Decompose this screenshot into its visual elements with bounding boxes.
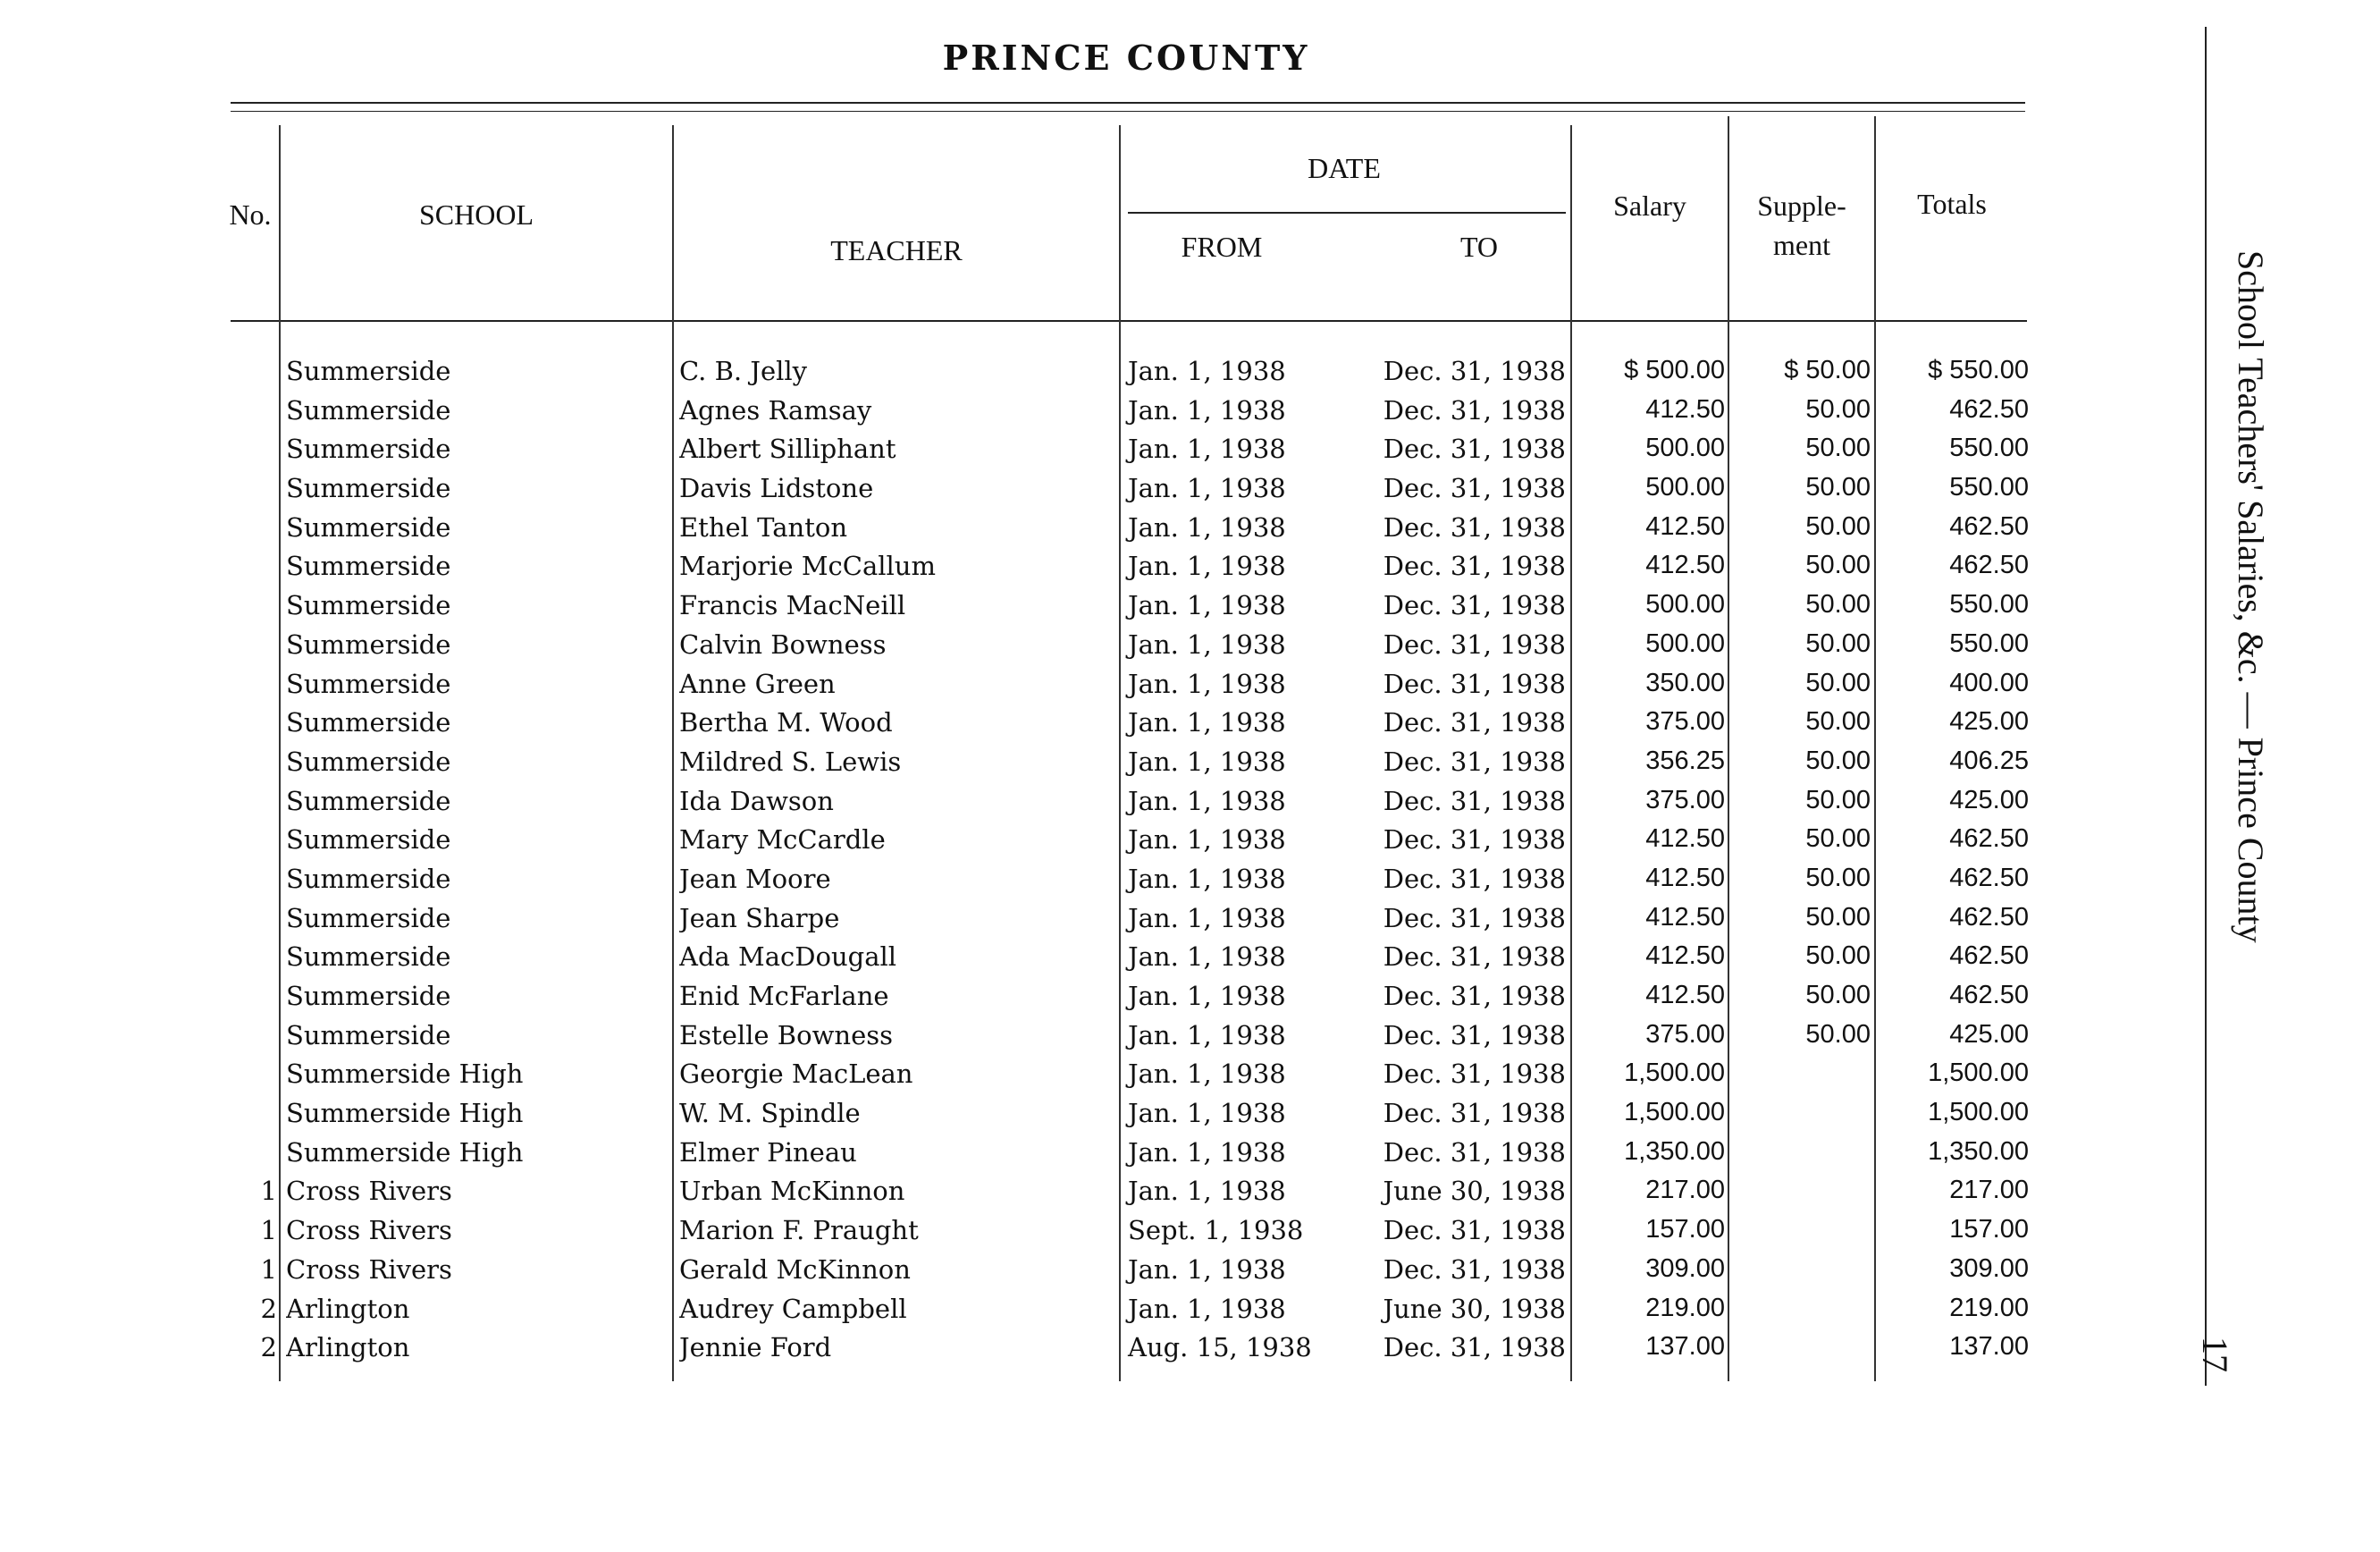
salary-cell: 412.50: [1645, 941, 1725, 971]
total-cell: 462.50: [1949, 511, 2029, 541]
date-from-cell: Jan. 1, 1938: [1128, 902, 1286, 933]
date-from-cell: Jan. 1, 1938: [1128, 590, 1286, 621]
top-rule-thin: [231, 111, 2025, 112]
supplement-cell: 50.00: [1805, 473, 1871, 502]
salary-cell: 219.00: [1645, 1293, 1725, 1322]
teacher-cell: Ida Dawson . . .: [679, 786, 1117, 816]
date-from-cell: Jan. 1, 1938: [1128, 551, 1286, 582]
teacher-cell: Marjorie McCallum . . .: [679, 551, 1117, 581]
salary-cell: 412.50: [1645, 551, 1725, 580]
date-from-cell: Jan. 1, 1938: [1128, 981, 1286, 1011]
salary-cell: 217.00: [1645, 1176, 1725, 1205]
salary-cell: 375.00: [1645, 707, 1725, 737]
date-to-cell: Dec. 31, 1938: [1383, 628, 1566, 660]
total-cell: 406.25: [1949, 746, 2029, 775]
header-to: TO: [1459, 231, 1499, 263]
date-to-cell: June 30, 1938: [1383, 1176, 1566, 1207]
header-bottom-rule: [231, 320, 2027, 322]
salary-cell: 412.50: [1645, 863, 1725, 892]
total-cell: 425.00: [1949, 707, 2029, 737]
school-cell: Summerside . . .: [286, 629, 661, 660]
header-teacher: TEACHER: [830, 234, 963, 266]
salary-cell: 1,500.00: [1624, 1059, 1725, 1088]
table-row: [0, 975, 2145, 1015]
total-cell: 1,500.00: [1928, 1098, 2029, 1127]
date-to-cell: Dec. 31, 1938: [1383, 824, 1566, 856]
date-from-cell: Jan. 1, 1938: [1128, 668, 1286, 699]
total-cell: 425.00: [1949, 1019, 2029, 1049]
supplement-cell: 50.00: [1805, 551, 1871, 580]
date-to-cell: Dec. 31, 1938: [1383, 1332, 1566, 1363]
date-to-cell: Dec. 31, 1938: [1383, 1098, 1566, 1129]
supplement-cell: 50.00: [1805, 434, 1871, 463]
date-to-cell: Dec. 31, 1938: [1383, 941, 1566, 973]
table-row: [0, 1327, 2145, 1366]
row-number: 2: [260, 1332, 277, 1363]
salary-cell: 412.50: [1645, 394, 1725, 424]
total-cell: 462.50: [1949, 941, 2029, 971]
salary-cell: 309.00: [1645, 1253, 1725, 1283]
table-row: [0, 1249, 2145, 1288]
supplement-cell: 50.00: [1805, 863, 1871, 892]
teacher-cell: Anne Green . . .: [679, 669, 1117, 699]
date-to-cell: June 30, 1938: [1383, 1293, 1566, 1324]
table-row: [0, 1132, 2145, 1171]
salary-cell: 375.00: [1645, 1019, 1725, 1049]
table-row: [0, 428, 2145, 468]
total-cell: 462.50: [1949, 394, 2029, 424]
salary-cell: 500.00: [1645, 628, 1725, 658]
salary-table-body: [0, 350, 2145, 1366]
supplement-cell: 50.00: [1805, 394, 1871, 424]
date-from-cell: Jan. 1, 1938: [1128, 1098, 1286, 1129]
salary-cell: $ 500.00: [1624, 356, 1725, 384]
school-cell: Summerside . . .: [286, 981, 661, 1011]
date-from-cell: Jan. 1, 1938: [1128, 434, 1286, 465]
teacher-cell: Mary McCardle . . .: [679, 824, 1117, 855]
date-to-cell: Dec. 31, 1938: [1383, 473, 1566, 504]
header-supplement-line1: Supple-: [1757, 190, 1846, 222]
supplement-cell: 50.00: [1805, 707, 1871, 737]
total-cell: 462.50: [1949, 981, 2029, 1009]
date-from-cell: Jan. 1, 1938: [1128, 1253, 1286, 1285]
school-cell: Summerside . . .: [286, 551, 661, 581]
date-from-cell: Jan. 1, 1938: [1128, 824, 1286, 856]
school-cell: Summerside High . . .: [286, 1137, 661, 1168]
date-from-cell: Jan. 1, 1938: [1128, 1059, 1286, 1090]
teacher-cell: Georgie MacLean . . .: [679, 1059, 1117, 1089]
date-to-cell: Dec. 31, 1938: [1383, 902, 1566, 933]
table-row: [0, 1015, 2145, 1054]
date-to-cell: Dec. 31, 1938: [1383, 1253, 1566, 1285]
teacher-cell: C. B. Jelly . . .: [679, 356, 1117, 386]
date-from-cell: Jan. 1, 1938: [1128, 1293, 1286, 1324]
table-row: [0, 780, 2145, 820]
school-cell: Summerside . . .: [286, 746, 661, 777]
teacher-cell: Davis Lidstone . . .: [679, 473, 1117, 503]
side-running-title: School Teachers' Salaries, &c. — Prince County: [2231, 250, 2271, 943]
date-to-cell: Dec. 31, 1938: [1383, 394, 1566, 426]
school-cell: Summerside . . .: [286, 512, 661, 543]
total-cell: 550.00: [1949, 590, 2029, 620]
school-cell: Summerside High . . .: [286, 1098, 661, 1128]
header-date: DATE: [1308, 152, 1381, 184]
row-number: 2: [260, 1293, 277, 1324]
table-row: [0, 858, 2145, 898]
school-cell: Summerside . . .: [286, 473, 661, 503]
row-number: 1: [260, 1253, 277, 1285]
page-title: PRINCE COUNTY: [942, 38, 1310, 78]
supplement-cell: 50.00: [1805, 941, 1871, 971]
date-to-cell: Dec. 31, 1938: [1383, 1136, 1566, 1168]
salary-cell: 412.50: [1645, 824, 1725, 854]
total-cell: 1,500.00: [1928, 1059, 2029, 1088]
table-row: [0, 936, 2145, 975]
top-rule: [231, 102, 2025, 104]
header-school: SCHOOL: [418, 198, 534, 231]
date-from-cell: Jan. 1, 1938: [1128, 473, 1286, 504]
salary-cell: 500.00: [1645, 473, 1725, 502]
row-number: 1: [260, 1215, 277, 1246]
school-cell: Summerside High . . .: [286, 1059, 661, 1089]
table-row: [0, 1170, 2145, 1210]
salary-cell: 137.00: [1645, 1332, 1725, 1362]
salary-cell: 412.50: [1645, 511, 1725, 541]
school-cell: Summerside . . .: [286, 707, 661, 738]
school-cell: Summerside . . .: [286, 356, 661, 386]
date-to-cell: Dec. 31, 1938: [1383, 356, 1566, 386]
supplement-cell: 50.00: [1805, 1019, 1871, 1049]
total-cell: $ 550.00: [1928, 356, 2029, 384]
side-rule: [2205, 27, 2207, 1386]
date-to-cell: Dec. 31, 1938: [1383, 707, 1566, 738]
date-to-cell: Dec. 31, 1938: [1383, 1019, 1566, 1050]
supplement-cell: 50.00: [1805, 511, 1871, 541]
salary-cell: 412.50: [1645, 981, 1725, 1009]
teacher-cell: Albert Silliphant . . .: [679, 434, 1117, 464]
school-cell: Summerside . . .: [286, 669, 661, 699]
total-cell: 550.00: [1949, 628, 2029, 658]
total-cell: 400.00: [1949, 668, 2029, 697]
supplement-cell: 50.00: [1805, 902, 1871, 932]
school-cell: Summerside . . .: [286, 824, 661, 855]
date-to-cell: Dec. 31, 1938: [1383, 551, 1566, 582]
table-row: [0, 350, 2145, 390]
school-cell: Cross Rivers . . .: [286, 1215, 661, 1245]
date-from-cell: Jan. 1, 1938: [1128, 1176, 1286, 1207]
table-row: [0, 545, 2145, 585]
teacher-cell: Ethel Tanton . . .: [679, 512, 1117, 543]
date-from-cell: Jan. 1, 1938: [1128, 941, 1286, 973]
school-cell: Summerside . . .: [286, 864, 661, 894]
date-from-cell: Jan. 1, 1938: [1128, 785, 1286, 816]
teacher-cell: W. M. Spindle . . .: [679, 1098, 1117, 1128]
school-cell: Summerside . . .: [286, 1020, 661, 1050]
teacher-cell: Gerald McKinnon . . .: [679, 1254, 1117, 1285]
date-to-cell: Dec. 31, 1938: [1383, 1059, 1566, 1090]
total-cell: 309.00: [1949, 1253, 2029, 1283]
table-row: [0, 390, 2145, 429]
teacher-cell: Audrey Campbell . . .: [679, 1294, 1117, 1324]
date-from-cell: Jan. 1, 1938: [1128, 1136, 1286, 1168]
total-cell: 550.00: [1949, 434, 2029, 463]
date-from-cell: Jan. 1, 1938: [1128, 356, 1286, 386]
total-cell: 462.50: [1949, 824, 2029, 854]
date-from-cell: Jan. 1, 1938: [1128, 394, 1286, 426]
date-to-cell: Dec. 31, 1938: [1383, 1215, 1566, 1246]
table-row: [0, 702, 2145, 741]
school-cell: Summerside . . .: [286, 590, 661, 620]
teacher-cell: Ada MacDougall . . .: [679, 941, 1117, 972]
teacher-cell: Bertha M. Wood . . .: [679, 707, 1117, 738]
total-cell: 219.00: [1949, 1293, 2029, 1322]
table-row: [0, 663, 2145, 703]
school-cell: Summerside . . .: [286, 434, 661, 464]
date-from-cell: Jan. 1, 1938: [1128, 746, 1286, 777]
date-from-cell: Jan. 1, 1938: [1128, 511, 1286, 543]
table-row: [0, 468, 2145, 507]
date-to-cell: Dec. 31, 1938: [1383, 785, 1566, 816]
date-from-cell: Jan. 1, 1938: [1128, 628, 1286, 660]
school-cell: Summerside . . .: [286, 786, 661, 816]
row-number: 1: [260, 1176, 277, 1207]
teacher-cell: Francis MacNeill . . .: [679, 590, 1117, 620]
salary-cell: 500.00: [1645, 434, 1725, 463]
teacher-cell: Jean Moore . . .: [679, 864, 1117, 894]
school-cell: Arlington . . .: [286, 1332, 661, 1362]
table-row: [0, 741, 2145, 780]
table-row: [0, 585, 2145, 624]
school-cell: Summerside . . .: [286, 941, 661, 972]
date-from-cell: Jan. 1, 1938: [1128, 1019, 1286, 1050]
school-cell: Summerside . . .: [286, 395, 661, 426]
salary-cell: 350.00: [1645, 668, 1725, 697]
supplement-cell: 50.00: [1805, 628, 1871, 658]
teacher-cell: Elmer Pineau . . .: [679, 1137, 1117, 1168]
total-cell: 462.50: [1949, 902, 2029, 932]
salary-cell: 356.25: [1645, 746, 1725, 775]
teacher-cell: Calvin Bowness . . .: [679, 629, 1117, 660]
teacher-cell: Jennie Ford . . .: [679, 1332, 1117, 1362]
salary-cell: 1,350.00: [1624, 1136, 1725, 1166]
supplement-cell: 50.00: [1805, 981, 1871, 1009]
total-cell: 217.00: [1949, 1176, 2029, 1205]
date-to-cell: Dec. 31, 1938: [1383, 668, 1566, 699]
school-cell: Summerside . . .: [286, 903, 661, 933]
teacher-cell: Agnes Ramsay . . .: [679, 395, 1117, 426]
supplement-cell: 50.00: [1805, 668, 1871, 697]
header-from: FROM: [1181, 231, 1263, 263]
date-to-cell: Dec. 31, 1938: [1383, 981, 1566, 1011]
date-to-cell: Dec. 31, 1938: [1383, 434, 1566, 465]
supplement-cell: $ 50.00: [1784, 356, 1871, 384]
table-row: [0, 624, 2145, 663]
date-from-cell: Jan. 1, 1938: [1128, 863, 1286, 894]
supplement-cell: 50.00: [1805, 785, 1871, 814]
table-row: [0, 898, 2145, 937]
supplement-cell: 50.00: [1805, 824, 1871, 854]
date-to-cell: Dec. 31, 1938: [1383, 746, 1566, 777]
teacher-cell: Marion F. Praught . . .: [679, 1215, 1117, 1245]
salary-cell: 1,500.00: [1624, 1098, 1725, 1127]
date-from-cell: Aug. 15, 1938: [1128, 1332, 1312, 1363]
header-salary: Salary: [1613, 190, 1686, 222]
header-totals: Totals: [1917, 188, 1987, 220]
teacher-cell: Jean Sharpe . . .: [679, 903, 1117, 933]
teacher-cell: Enid McFarlane . . .: [679, 981, 1117, 1011]
salary-cell: 412.50: [1645, 902, 1725, 932]
date-to-cell: Dec. 31, 1938: [1383, 511, 1566, 543]
teacher-cell: Mildred S. Lewis . . .: [679, 746, 1117, 777]
total-cell: 462.50: [1949, 551, 2029, 580]
school-cell: Cross Rivers . . .: [286, 1254, 661, 1285]
salary-cell: 375.00: [1645, 785, 1725, 814]
date-to-cell: Dec. 31, 1938: [1383, 590, 1566, 621]
date-from-cell: Sept. 1, 1938: [1128, 1215, 1304, 1246]
date-to-cell: Dec. 31, 1938: [1383, 863, 1566, 894]
school-cell: Arlington . . .: [286, 1294, 661, 1324]
table-row: [0, 507, 2145, 546]
total-cell: 425.00: [1949, 785, 2029, 814]
total-cell: 1,350.00: [1928, 1136, 2029, 1166]
table-row: [0, 1053, 2145, 1092]
table-row: [0, 1092, 2145, 1132]
total-cell: 550.00: [1949, 473, 2029, 502]
salary-cell: 157.00: [1645, 1215, 1725, 1244]
supplement-cell: 50.00: [1805, 590, 1871, 620]
total-cell: 137.00: [1949, 1332, 2029, 1362]
school-cell: Cross Rivers . . .: [286, 1176, 661, 1206]
total-cell: 462.50: [1949, 863, 2029, 892]
table-row: [0, 1288, 2145, 1328]
page-number: 17: [2195, 1337, 2235, 1372]
header-no: No.: [229, 198, 272, 231]
header-supplement-line2: ment: [1773, 229, 1830, 261]
total-cell: 157.00: [1949, 1215, 2029, 1244]
teacher-cell: Urban McKinnon . . .: [679, 1176, 1117, 1206]
supplement-cell: 50.00: [1805, 746, 1871, 775]
salary-cell: 500.00: [1645, 590, 1725, 620]
table-row: [0, 819, 2145, 858]
date-from-cell: Jan. 1, 1938: [1128, 707, 1286, 738]
table-row: [0, 1210, 2145, 1249]
date-divider-rule: [1128, 212, 1566, 214]
teacher-cell: Estelle Bowness . . .: [679, 1020, 1117, 1050]
